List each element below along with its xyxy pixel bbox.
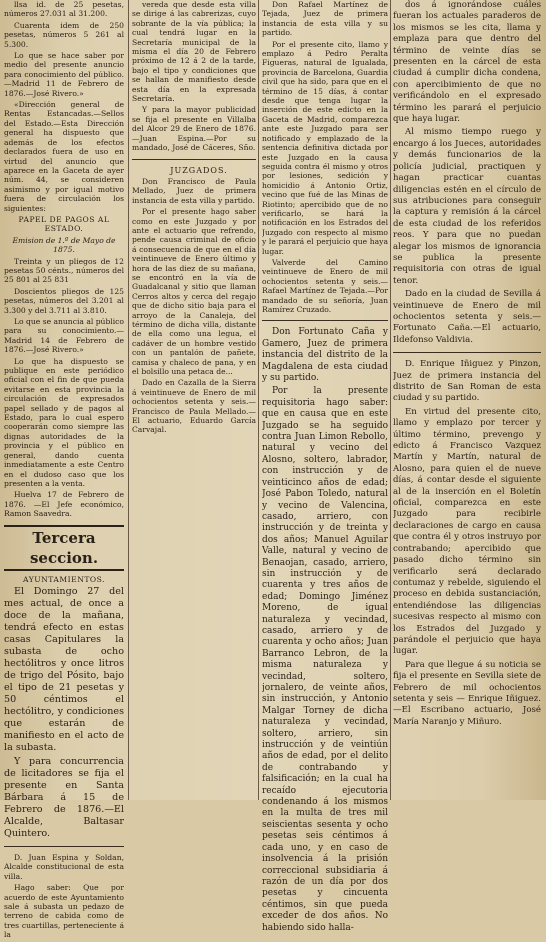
column-divider — [128, 0, 129, 800]
section-heading: JUZGADOS. — [170, 165, 228, 175]
paragraph: Don Fortunato Caña y Gamero, Juez de primera instancia del distrito de la Magdalena de esta ciudad y su partido. — [262, 327, 388, 384]
paragraph: Por el presente hago saber como en este Juzgado y por ante el actuario que refrendo, pende causa criminal de oficio á consecuencia de que en el día veintinueve de Enero último y hora de las diez de su mañana, se encontró en la vía de Guadalcanal y sitio que llaman Cerros altos y cerca del regajo que de dicho sitio baja para el arroyo de la Canaleja, del término de dicha villa, distante de ella como una legua, el cadáver de un hombre vestido con un pantalón de pañete, camisa y chaleco de pana, y en el bolsillo una petaca de... — [132, 207, 256, 377]
paragraph: Dado en Cazalla de la Sierra á veintinueve de Enero de mil ochocientos setenta y seis.—Francisco de Paula Mellado.—El actuario, Eduardo García Carvajal. — [132, 378, 256, 435]
paragraph: vereda que desde esta villa se dirige á las cabrerizas, cuyo sobrante de la vía pública; la cual tendrá lugar en la Secretaría municipal de la misma el día 20 de Febrero próximo de 12 á 2 de la tarde, bajo el tipo y condiciones que se hallan de manifiesto desde esta día en la expresada Secretaría. — [132, 0, 256, 104]
paragraph: Doscientos pliegos de 125 pesetas, números del 3.201 al 3.300 y del 3.711 al 3.810. — [4, 286, 124, 315]
subheading: PAPEL DE PAGOS AL ESTADO. — [18, 214, 110, 234]
paragraph: Hago saber: Que por acuerdo de este Ayuntamiento sale á subasta un pedazo de terreno de cabida como de tres cuartillas, perteneciente á la — [4, 883, 124, 940]
paragraph: En virtud del presente cito, llamo y emplazo por tercer y último término, prevengo y edicto á Francisco Vazquez Martín y Martín, natural de Alosno, para quien el de nueve días, á contar desde el siguiente al de la inserción en el Boletín oficial, comparezca en este Juzgado para recibirle declaraciones de cargo en causa que contra él y otros instruyo por contrabando; apercibido que pasado dicho término sin verificarlo será declarado contumaz y rebelde, siguiendo el proceso en debida sustanciación, entendiéndose las diligencias sucesivas respecto al mismo con los Estrados del Juzgado y parándole el perjuicio que haya lugar. — [393, 406, 541, 657]
paragraph: Don Francisco de Paula Mellado, Juez de primera instancia de esta villa y partido. — [132, 176, 256, 205]
paragraph: Don Rafael Martínez de Tejada, Juez de primera instancia de esta villa y su partido. — [262, 0, 388, 38]
section-title: Tercera seccion. — [4, 525, 124, 571]
paragraph: Y para concurrencia de licitadores se fija el presente en Santa Bárbara á 15 de Febrero de 1876.—El Alcalde, Baltasar Quintero. — [4, 755, 124, 839]
subheading: Emision de 1.º de Mayo de 1875. — [12, 235, 116, 255]
paragraph: El Domingo 27 del mes actual, de once a doce de la mañana, tendrá efecto en estas casas Capitulares la subasta de ocho hectólitros y once litros de trigo del Pósito, bajo el tipo de 21 pesetas y 50 céntimos el hectólitro, y condiciones que estarán de manifiesto en el acto de la subasta. — [4, 585, 124, 753]
paragraph: dos á ignorándose cuáles fueran los actuales paraderos de los mismos se les cita, llama y emplaza para que dentro del término de veinte días se presenten en la cárcel de esta ciudad á cumplir dicha condena, con apercibimiento de que no verificándolo en el expresado término les parará el perjuicio que haya lugar. — [393, 0, 541, 125]
paragraph: Al mismo tiempo ruego y encargo á los Jueces, autoridades y demás funcionarios de la policía judicial, practiquen y hagan practicar cuantas diligencias estén en el círculo de sus atribuciones para conseguir la captura y remisión á la cárcel de esta ciudad de los referidos reos. Y para que no puedan alegar los mismos de ignorancia se publica la presente requisitoria con otras de igual tenor. — [393, 127, 541, 286]
divider — [4, 846, 124, 847]
paragraph: Lo que se anuncia al público para su conocimiento.—Madrid 14 de Febrero de 1876.—José Rivero.» — [4, 317, 124, 355]
paragraph: Lo que se hace saber por medio del presente anuncio para conocimiento del público.—Madrid 11 de Febrero de 1876.—José Rivero.» — [4, 51, 124, 98]
paragraph: D. Enrique Iñiguez y Pinzon, Juez de primera instancia del distrito de San Roman de esta ciudad y su partido. — [393, 359, 541, 404]
paragraph: Por el presente cito, llamo y emplazo á Pedro Peralta Figueras, natural de Igualada, provincia de Barcelona, Guardia civil que ha sido, para que en el término de 15 días, á contar desde que tenga lugar la inserción de este edicto en la Gaceta de Madrid, comparezca ante este Juzgado para ser notificado y emplazado de la sentencia definitiva dictada por este Juzgado en la causa seguida contra él mismo y otros por lesiones, sedición y homicidio á Antonio Ortiz, vecino que fué de las Minas de Riotinto; apercibido que de no verificarlo, se hará la notificación en los Estrados del Juzgado con respecto al mismo y le parará el perjuicio que haya lugar. — [262, 39, 388, 256]
column-divider — [390, 0, 391, 800]
paragraph: Treinta y un pliegos de 12 pesetas 50 cénts., números del 25 801 al 25 831 — [4, 256, 124, 285]
paragraph: Cuarenta idem de 250 pesetas, números 5 261 al 5.300. — [4, 20, 124, 49]
divider — [262, 320, 388, 321]
paragraph: Por la presente requisitoria hago saber: que en causa que en este Juzgado se ha seguido contra Juan Limon Rebollo, natural y vecino del Alosno, soltero, labrador, con instrucción y de veinticinco años de edad; José Pabon Toledo, natural y vecino de Valencina, casado, arriero, con instrucción y de treinta y dos años; Manuel Aguilar Valle, natural y vecino de Benaojan, casado, arriero, sin instrucción y de cuarenta y tres años de edad; Domingo Jiménez Moreno, de igual naturaleza y vecindad, casado, arriero y de cuarenta y ocho años; Juan Barranco Lebron, de la misma naturaleza y vecindad, soltero, jornalero, de veinte años, sin instrucción, y Antonio Malgar Torney de dicha naturaleza y vecindad, soltero, arriero, sin instrucción y de veintiún años de edad, por el delito de contrabando y falsificación; en la cual ha recaído ejecutoria condenando á los mismos en la multa de tres mil seiscientas sesenta y ocho pesetas seis céntimos á cada uno, y en caso de insolvencia á la prisión correccional subsidiaria á razón de un día por dos pesetas y cincuenta céntimos, sin que pueda exceder de dos años. No habiendo sido halla- — [262, 386, 388, 933]
column-3 — [262, 0, 388, 936]
paragraph: llsa id. de 25 pesetas, números 27.031 al 31.200. — [4, 0, 124, 19]
paragraph: Dado en la ciudad de Sevilla á veintinueve de Enero de mil ochocientos setenta y seis.—Fortunato Caña.—El actuario, Ildefonso Valdivia. — [393, 289, 541, 345]
column-2 — [132, 0, 256, 437]
paragraph: Huelva 17 de Febrero de 1876. —El Jefe económico, Ramon Saavedra. — [4, 490, 124, 519]
divider — [393, 352, 541, 353]
column-4 — [393, 0, 541, 730]
paragraph: Lo que ha dispuesto se publique en este periódico oficial con el fin de que pueda evitarse en esta provincia la circulación de expresados papel sellado y de pagos al Estado, para lo cual espero cooperarán como siempre las dignas autoridades de la provincia y el público en general, dando cuenta inmediatamente a este Centro en el dudoso caso que los presenten a la venta. — [4, 356, 124, 488]
paragraph: «Dirección general de Rentas Estancadas.—Sellos del Estado.—Esta Dirección general ha dispuesto que además de los efectos declarados fuera de uso en virtud del anuncio que aparece en la Gaceta de ayer núm. 44, se consideren asimismo y por igual motivo fuera de circulación los siguientes: — [4, 100, 124, 213]
paragraph: Para que llegue á su noticia se fija el presente en Sevilla siete de Febrero de mil ochocientos setenta y seis — Enrique Iñiguez.—El Escribano actuario, José María Naranjo y Miñuro. — [393, 659, 541, 727]
subheading: AYUNTAMIENTOS. — [23, 574, 105, 584]
paragraph: Valverde del Camino veintinueve de Enero de mil ochocientos setenta y seis.—Rafael Martínez de Tejada.—Por mandado de su señoría, Juan Ramírez Cruzado. — [262, 257, 388, 314]
column-divider — [258, 0, 259, 800]
divider — [132, 159, 256, 160]
paragraph: D. Juan Espina y Soldan, Alcalde constitucional de esta villa. — [4, 852, 124, 881]
paragraph: Y para la mayor publicidad se fija el presente en Villalba del Alcor 29 de Enero de 1876.—Juan Espina.—Por su mandado, José de Cáceres, Sño. — [132, 105, 256, 153]
column-1 — [4, 0, 124, 942]
